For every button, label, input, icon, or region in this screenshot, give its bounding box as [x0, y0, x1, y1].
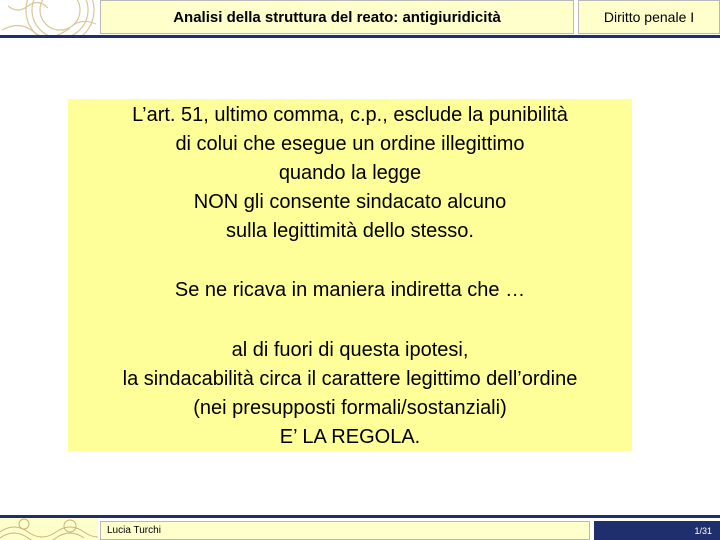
slide-content-box: [68, 99, 632, 451]
header-title-box: [100, 0, 574, 34]
page-number: 1/31: [694, 525, 712, 536]
paragraph-inference: [68, 276, 632, 305]
header-divider: [0, 35, 720, 38]
text-line: di colui che esegue un ordine illegittimo: [175, 133, 525, 155]
text-line: la sindacabilità circa il carattere legittimo dell’ordine: [122, 368, 578, 390]
text-line: (nei presupposti formali/sostanziali): [193, 397, 507, 419]
text-line: NON gli consente sindacato alcuno: [193, 191, 507, 213]
paragraph-rule: [58, 336, 642, 452]
university-seal-icon: [0, 0, 100, 36]
footer-page-box: [594, 521, 720, 540]
text-line: L’art. 51, ultimo comma, c.p., esclude la punibilità: [132, 104, 568, 126]
text-line: E’ LA REGOLA.: [279, 426, 421, 448]
header-course-box: [578, 0, 720, 34]
text-line: al di fuori di questa ipotesi,: [231, 339, 469, 361]
course-name: Diritto penale I: [603, 9, 695, 25]
slide-section-title: Analisi della struttura del reato: antigiuridicità: [173, 8, 501, 26]
footer-author-box: [100, 521, 590, 540]
author-name: Lucia Turchi: [107, 525, 161, 536]
footer-divider: [0, 515, 720, 518]
text-line: Se ne ricava in maniera indiretta che …: [174, 279, 526, 301]
paragraph-article-51: [68, 101, 632, 246]
university-seal-icon: [0, 518, 98, 540]
text-line: sulla legittimità dello stesso.: [226, 220, 474, 242]
slide-header: [0, 0, 720, 40]
text-line: quando la legge: [278, 162, 422, 184]
